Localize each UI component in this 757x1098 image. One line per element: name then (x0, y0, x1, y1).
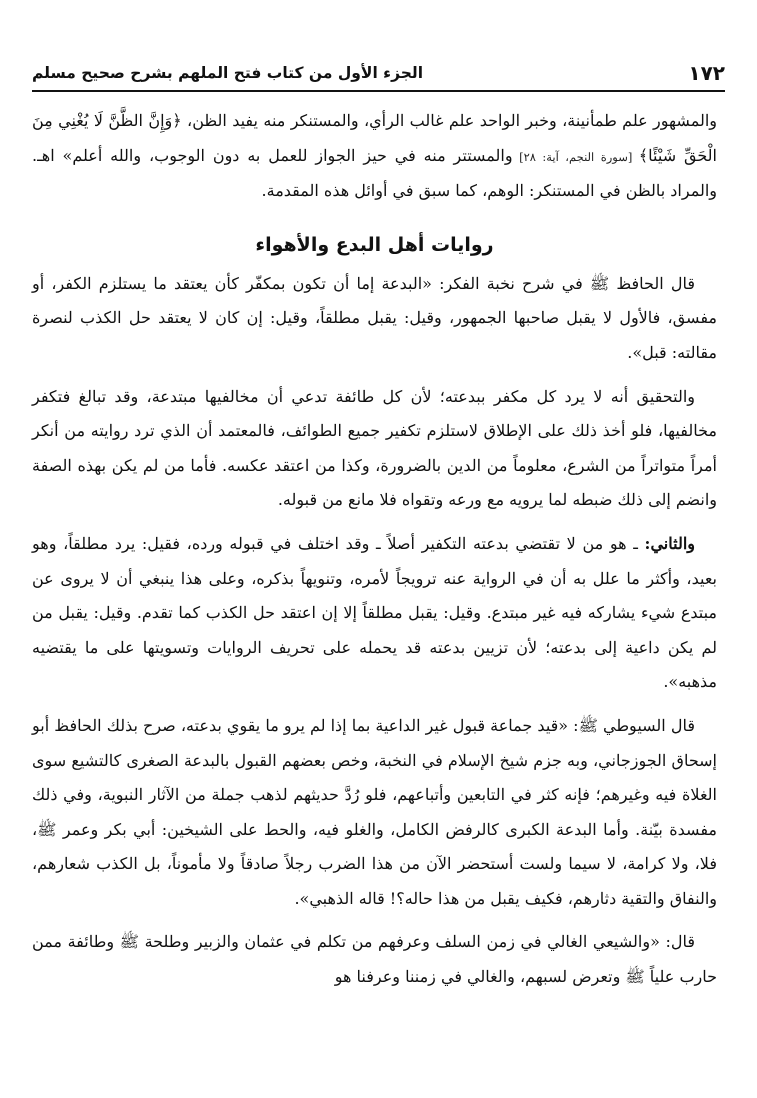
paragraph-second (32, 527, 717, 700)
intro-paragraph (32, 104, 717, 209)
paragraph-second-label: والثاني: (644, 533, 695, 553)
paragraph-hafiz: قال الحافظ ﷺ في شرح نخبة الفكر: «البدعة إما أن تكون بمكفّر كأن يعتقد ما يستلزم الكفر، أو مفسق، فالأول لا يقبل صاحبها الجمهور، وقيل: يقبل مطلقاً، وقيل: إن كان لا يعتقد حل الكذب لنصرة مقالته: قبل». (32, 273, 717, 362)
paragraph-second-text: ـ هو من لا تقتضي بدعته التكفير أصلاً ـ وقد اختلف في قبوله ورده، فقيل: يرد مطلقاً، وهو بعيد، وأكثر ما علل به أن في الرواية عنه ترويجاً لأمره، وتنويهاً بذكره، وعلى هذا ينبغي أن لا يروى عن مبتدع شيء يشاركه فيه غير مبتدع. وقيل: يقبل مطلقاً إلا إن اعتقد حل الكذب كما تقدم. وقيل: يقبل من لم يكن داعية إلى بدعته؛ لأن تزيين بدعته قد يحمله على تحريف الروايات وتسويتها على ما يقتضيه مذهبه». (32, 533, 717, 692)
page-number: ١٧٢ (688, 61, 725, 85)
quran-verse: ﴿وَإِنَّ الظَّنَّ لَا يُغْنِي مِنَ الْحَقِّ شَيْئًا﴾ (32, 111, 717, 165)
running-title: الجزء الأول من كتاب فتح الملهم بشرح صحيح مسلم (32, 64, 424, 82)
paragraph-tahqiq: والتحقيق أنه لا يرد كل مكفر ببدعته؛ لأن كل طائفة تدعي أن مخالفيها مبتدعة، وقد تبالغ فتكفر مخالفيها، فلو أخذ ذلك على الإطلاق لاستلزم تكفير جميع الطوائف، فالمعتمد أن الذي ترد روايته من أنكر أمراً متواتراً من الشرع، معلوماً من الدين بالضرورة، وكذا من اعتقد عكسه. فأما من لم يكن بهذه الصفة وانضم إلى ذلك ضبطه لما يرويه مع ورعه وتقواه فلا مانع من قبوله. (32, 386, 718, 510)
section-title: روايات أهل البدع والأهواء (255, 233, 494, 256)
page-header (32, 56, 725, 92)
intro-text-b: والمستتر منه في حيز الجواز للعمل به دون الوجوب، والله أعلم» اهـ. والمراد بالظن في المستنكر: الوهم، كما سبق في أوائل هذه المقدمة. (32, 145, 717, 201)
quran-reference: [سورة النجم، آية: ٢٨] (512, 149, 639, 164)
paragraph-shii: قال: «والشيعي الغالي في زمن السلف وعرفهم من تكلم في عثمان والزبير وطلحة ﷺ وطائفة ممن حارب علياً ﷺ وتعرض لسبهم، والغالي في زمننا وعرفنا هو (32, 932, 717, 987)
intro-text-a: والمشهور علم طمأنينة، وخبر الواحد علم غالب الرأي، والمستنكر منه يفيد الظن، (181, 111, 717, 130)
paragraph-suyuti: قال السيوطي ﷺ: «قيد جماعة قبول غير الداعية بما إذا لم يرو ما يقوي بدعته، صرح بذلك الحافظ أبو إسحاق الجوزجاني، وبه جزم شيخ الإسلام في النخبة، وخص بعضهم القبول بالبدعة الصغرى كالتشيع سوى الغلاة فيه وغيرهم؛ فإنه كثر في التابعين وأتباعهم، فلو رُدَّ حديثهم لذهب جملة من الآثار النبوية، وفي ذلك مفسدة بيّنة. وأما البدعة الكبرى كالرفض الكامل، والغلو فيه، والحط على الشيخين: أبي بكر وعمر ﷺ، فلا، ولا كرامة، لا سيما ولست أستحضر الآن من هذا الضرب رجلاً صادقاً ولا مأموناً، بل الكذب شعارهم، والنفاق والتقية دثارهم، فكيف يقبل من هذا حاله؟! قاله الذهبي». (32, 715, 718, 908)
body-text (32, 104, 717, 1004)
